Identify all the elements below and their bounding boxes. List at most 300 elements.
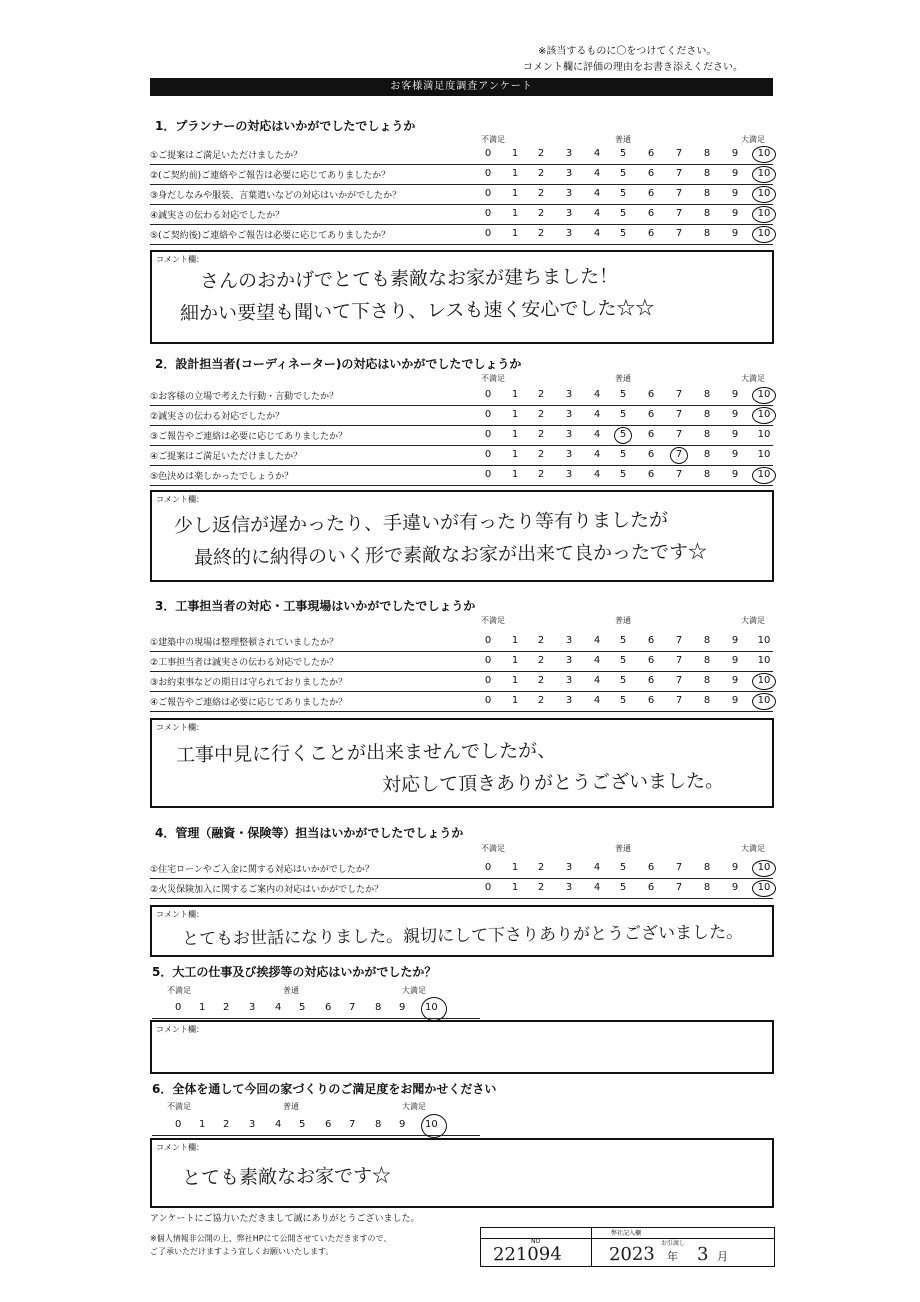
rating-option[interactable]: 6 — [647, 882, 655, 893]
rating-option[interactable]: 1 — [511, 675, 519, 686]
rating-option[interactable]: 0 — [484, 469, 492, 480]
scale-low-label: 不満足 — [167, 986, 191, 995]
rating-option[interactable]: 2 — [537, 429, 545, 440]
delivery-label: お引渡し — [661, 1240, 686, 1247]
rating-option[interactable]: 5 — [619, 188, 627, 199]
rating-option[interactable]: 1 — [511, 469, 519, 480]
question-text: ②(ご契約前)ご連絡やご報告は必要に応じてありましたか？ — [150, 171, 391, 181]
section-title: 6．全体を通して今回の家づくりのご満足度をお聞かせください — [152, 1082, 497, 1096]
rating-option[interactable]: 9 — [731, 882, 739, 893]
rating-option[interactable]: 1 — [511, 635, 519, 646]
selected-rating-circle — [752, 186, 776, 203]
rating-option[interactable]: 9 — [731, 228, 739, 239]
rating-option[interactable]: 5 — [619, 469, 627, 480]
rating-option[interactable]: 8 — [703, 655, 711, 666]
instruction-note: ※該当するものに〇をつけてください。 — [538, 46, 717, 57]
rating-option[interactable]: 10 — [757, 449, 771, 460]
rating-option[interactable]: 0 — [484, 675, 492, 686]
rating-option[interactable]: 9 — [731, 695, 739, 706]
office-use-box — [480, 1227, 775, 1267]
rating-option[interactable]: 8 — [703, 389, 711, 400]
rating-option[interactable]: 4 — [593, 635, 601, 646]
question-text: ④ご報告やご連絡は必要に応じてありましたか？ — [150, 698, 348, 708]
rating-option[interactable]: 2 — [537, 228, 545, 239]
rating-option[interactable]: 7 — [349, 1119, 356, 1130]
rating-option[interactable]: 7 — [675, 188, 683, 199]
scale-mid-label: 普通 — [615, 374, 631, 383]
delivery-year: 2023 — [608, 1243, 655, 1266]
rating-option[interactable]: 4 — [593, 409, 601, 420]
rating-option[interactable]: 5 — [619, 208, 627, 219]
rating-option[interactable]: 4 — [593, 208, 601, 219]
scale-low-label: 不満足 — [481, 374, 505, 383]
question-row — [150, 632, 773, 652]
rating-option[interactable]: 8 — [703, 635, 711, 646]
rating-option[interactable]: 4 — [593, 168, 601, 179]
office-use-label: 弊社記入欄 — [611, 1230, 642, 1237]
rating-option[interactable]: 3 — [249, 1119, 256, 1130]
question-text: ③お約束事などの期日は守られておりましたか？ — [150, 678, 348, 688]
rating-option[interactable]: 6 — [647, 389, 655, 400]
rating-option[interactable]: 4 — [593, 228, 601, 239]
rating-option[interactable]: 1 — [511, 389, 519, 400]
rating-option[interactable]: 3 — [565, 168, 573, 179]
rating-option[interactable]: 0 — [484, 188, 492, 199]
selected-rating-circle — [752, 880, 776, 897]
rating-option[interactable]: 1 — [511, 449, 519, 460]
rating-option[interactable]: 5 — [619, 695, 627, 706]
rating-option[interactable]: 6 — [647, 695, 655, 706]
rating-option[interactable]: 5 — [619, 148, 627, 159]
rating-option[interactable]: 6 — [647, 409, 655, 420]
selected-rating-circle — [752, 407, 776, 424]
rating-option[interactable]: 6 — [647, 862, 655, 873]
rating-option[interactable]: 10 — [757, 469, 771, 480]
rating-option[interactable]: 10 — [757, 862, 771, 873]
comment-label: コメント欄： — [156, 910, 204, 919]
rating-option[interactable]: 6 — [647, 208, 655, 219]
question-text: ②火災保険加入に関するご案内の対応はいかがでしたか？ — [150, 885, 384, 895]
scale-high-label: 大満足 — [741, 616, 765, 625]
rating-option[interactable]: 7 — [675, 862, 683, 873]
handwritten-comment: とても素敵なお家です☆ — [181, 1164, 392, 1190]
rating-option[interactable]: 0 — [484, 429, 492, 440]
question-text: ⑤色決めは楽しかったでしょうか？ — [150, 472, 294, 482]
question-row — [150, 446, 773, 466]
rating-option[interactable]: 10 — [757, 635, 771, 646]
rating-option[interactable]: 8 — [703, 695, 711, 706]
rating-option[interactable]: 3 — [565, 188, 573, 199]
handwritten-comment: さんのおかげでとても素敵なお家が建ちました！ — [199, 265, 619, 293]
question-text: ③ご報告やご連絡は必要に応じてありましたか？ — [150, 432, 348, 442]
rating-option[interactable]: 4 — [593, 655, 601, 666]
handwritten-comment: 少し返信が遅かったり、手違いが有ったり等有りましたが — [173, 508, 669, 538]
scale-low-label: 不満足 — [481, 844, 505, 853]
rating-option[interactable]: 9 — [731, 469, 739, 480]
rating-option[interactable]: 2 — [537, 469, 545, 480]
rating-option[interactable]: 10 — [425, 1119, 438, 1130]
rating-option[interactable]: 6 — [647, 449, 655, 460]
rating-option[interactable]: 0 — [175, 1119, 182, 1130]
rating-option[interactable]: 4 — [593, 675, 601, 686]
rating-option[interactable]: 7 — [675, 389, 683, 400]
rating-option[interactable]: 1 — [511, 429, 519, 440]
question-row — [150, 672, 773, 692]
handwritten-comment: 細かい要望も聞いて下さり、レスも速く安心でした☆☆ — [179, 297, 655, 325]
rating-option[interactable]: 0 — [175, 1002, 182, 1013]
rating-option[interactable]: 9 — [731, 449, 739, 460]
survey-title: お客様満足度調査アンケート — [150, 78, 773, 96]
rating-option[interactable]: 10 — [757, 389, 771, 400]
selected-rating-circle — [752, 206, 776, 223]
rating-option[interactable]: 4 — [593, 148, 601, 159]
rating-option[interactable]: 1 — [199, 1002, 206, 1013]
rating-option[interactable]: 8 — [703, 188, 711, 199]
question-row — [150, 205, 773, 225]
rating-option[interactable]: 6 — [647, 469, 655, 480]
rating-option[interactable]: 8 — [703, 228, 711, 239]
rating-option[interactable]: 9 — [731, 389, 739, 400]
question-row — [150, 652, 773, 672]
rating-option[interactable]: 1 — [511, 655, 519, 666]
rating-option[interactable]: 1 — [511, 862, 519, 873]
question-row — [150, 386, 773, 406]
rating-option[interactable]: 0 — [484, 449, 492, 460]
question-row — [150, 145, 773, 165]
rating-option[interactable]: 5 — [619, 635, 627, 646]
rating-option[interactable]: 0 — [484, 635, 492, 646]
rating-option[interactable]: 3 — [565, 675, 573, 686]
scale-low-label: 不満足 — [167, 1102, 191, 1111]
rating-option[interactable]: 2 — [537, 148, 545, 159]
rating-option[interactable]: 3 — [565, 409, 573, 420]
rating-option[interactable]: 9 — [399, 1002, 406, 1013]
rating-option[interactable]: 9 — [731, 655, 739, 666]
rating-option[interactable]: 0 — [484, 655, 492, 666]
privacy-note: ご了承いただけますよう宜しくお願いいたします。 — [150, 1247, 334, 1256]
rating-option[interactable]: 0 — [484, 208, 492, 219]
rating-option[interactable]: 0 — [484, 862, 492, 873]
rating-option[interactable]: 4 — [593, 695, 601, 706]
rating-option[interactable]: 7 — [675, 675, 683, 686]
rating-option[interactable]: 9 — [399, 1119, 406, 1130]
rating-option[interactable]: 10 — [757, 228, 771, 239]
rating-option[interactable]: 2 — [537, 449, 545, 460]
rating-option[interactable]: 10 — [757, 429, 771, 440]
rating-option[interactable]: 7 — [675, 409, 683, 420]
rating-option[interactable]: 8 — [375, 1119, 382, 1130]
scale-mid-label: 普通 — [615, 844, 631, 853]
rating-option[interactable]: 5 — [619, 429, 627, 440]
rating-option[interactable]: 7 — [675, 429, 683, 440]
comment-label: コメント欄： — [156, 495, 204, 504]
rating-option[interactable]: 10 — [757, 655, 771, 666]
record-number: 221094 — [492, 1243, 562, 1266]
scale-mid-label: 普通 — [615, 135, 631, 144]
divider — [591, 1228, 592, 1266]
year-unit: 年 — [667, 1250, 678, 1263]
scale-mid-label: 普通 — [615, 616, 631, 625]
rating-option[interactable]: 7 — [675, 882, 683, 893]
section-title: 4．管理（融資・保険等）担当はいかがでしたでしょうか — [155, 826, 464, 840]
rating-option[interactable]: 3 — [565, 208, 573, 219]
rating-option[interactable]: 8 — [703, 862, 711, 873]
comment-box — [150, 718, 774, 808]
scale-high-label: 大満足 — [741, 135, 765, 144]
comment-label: コメント欄： — [156, 1025, 204, 1034]
scale-low-label: 不満足 — [481, 135, 505, 144]
question-text: ①お客様の立場で考えた行動・言動でしたか？ — [150, 392, 339, 402]
rating-option[interactable]: 4 — [593, 469, 601, 480]
rating-option[interactable]: 9 — [731, 675, 739, 686]
rating-option[interactable]: 0 — [484, 389, 492, 400]
rating-option[interactable]: 6 — [647, 168, 655, 179]
question-row — [150, 859, 773, 879]
rating-option[interactable]: 5 — [619, 389, 627, 400]
rating-option[interactable]: 6 — [325, 1002, 332, 1013]
question-text: ①建築中の現場は整理整頓されていましたか？ — [150, 638, 339, 648]
question-row — [150, 879, 773, 899]
rating-option[interactable]: 10 — [425, 1002, 438, 1013]
rating-option[interactable]: 4 — [593, 882, 601, 893]
rating-option[interactable]: 10 — [757, 168, 771, 179]
rating-option[interactable]: 8 — [703, 882, 711, 893]
rating-option[interactable]: 10 — [757, 695, 771, 706]
section-title: 3．工事担当者の対応・工事現場はいかがでしたでしょうか — [155, 599, 476, 613]
thanks-text: アンケートにご協力いただきまして誠にありがとうございました。 — [150, 1214, 420, 1224]
rating-option[interactable]: 5 — [619, 409, 627, 420]
rating-option[interactable]: 2 — [537, 882, 545, 893]
rating-option[interactable]: 6 — [647, 188, 655, 199]
rating-option[interactable]: 9 — [731, 148, 739, 159]
rating-option[interactable]: 5 — [619, 655, 627, 666]
rating-option[interactable]: 10 — [757, 409, 771, 420]
rating-option[interactable]: 5 — [619, 449, 627, 460]
rating-option[interactable]: 0 — [484, 168, 492, 179]
rating-option[interactable]: 2 — [537, 635, 545, 646]
rating-option[interactable]: 9 — [731, 168, 739, 179]
comment-label: コメント欄： — [156, 1143, 204, 1152]
rating-option[interactable]: 9 — [731, 208, 739, 219]
handwritten-comment: とてもお世話になりました。親切にして下さりありがとうございました。 — [181, 922, 744, 950]
rating-option[interactable]: 1 — [511, 148, 519, 159]
no-label: NO — [531, 1238, 541, 1245]
rating-option[interactable]: 8 — [703, 429, 711, 440]
rating-option[interactable]: 2 — [537, 695, 545, 706]
rating-option[interactable]: 4 — [275, 1119, 282, 1130]
rating-option[interactable]: 4 — [593, 188, 601, 199]
selected-rating-circle — [752, 166, 776, 183]
selected-rating-circle — [752, 467, 776, 484]
selected-rating-circle — [670, 447, 688, 464]
privacy-note: ※個人情報非公開の上、弊社HPにて公開させていただきますので、 — [150, 1234, 392, 1243]
selected-rating-circle — [752, 146, 776, 163]
rating-option[interactable]: 7 — [675, 208, 683, 219]
rating-option[interactable]: 2 — [537, 862, 545, 873]
rating-option[interactable]: 3 — [565, 882, 573, 893]
rating-option[interactable]: 5 — [619, 168, 627, 179]
rating-option[interactable]: 4 — [275, 1002, 282, 1013]
rating-option[interactable]: 3 — [565, 655, 573, 666]
rating-option[interactable]: 8 — [703, 675, 711, 686]
rating-option[interactable]: 7 — [675, 168, 683, 179]
question-text: ①ご提案はご満足いただけましたか？ — [150, 151, 303, 161]
rating-option[interactable]: 1 — [511, 882, 519, 893]
rating-option[interactable]: 3 — [249, 1002, 256, 1013]
rating-option[interactable]: 9 — [731, 188, 739, 199]
rating-option[interactable]: 1 — [511, 168, 519, 179]
delivery-month: 3 — [696, 1243, 709, 1266]
section-title: 2．設計担当者(コーディネーター)の対応はいかがでしたでしょうか — [155, 357, 522, 371]
scale-low-label: 不満足 — [481, 616, 505, 625]
rating-option[interactable]: 10 — [757, 675, 771, 686]
rating-option[interactable]: 7 — [675, 228, 683, 239]
rating-option[interactable]: 0 — [484, 228, 492, 239]
comment-box — [150, 905, 774, 957]
rating-option[interactable]: 3 — [565, 148, 573, 159]
rating-option[interactable]: 2 — [537, 188, 545, 199]
scale-mid-label: 普通 — [283, 1102, 299, 1111]
question-text: ②誠実さの伝わる対応でしたか？ — [150, 412, 285, 422]
question-text: ③身だしなみや服装、言葉遣いなどの対応はいかがでしたか？ — [150, 191, 402, 201]
scale-mid-label: 普通 — [283, 986, 299, 995]
section-title: 5．大工の仕事及び挨拶等の対応はいかがでしたか？ — [152, 965, 437, 979]
rating-option[interactable]: 0 — [484, 148, 492, 159]
comment-box — [150, 250, 774, 344]
rating-option[interactable]: 1 — [511, 695, 519, 706]
rating-option[interactable]: 10 — [757, 208, 771, 219]
rating-option[interactable]: 6 — [647, 675, 655, 686]
scale-high-label: 大満足 — [741, 844, 765, 853]
question-row — [150, 165, 773, 185]
rating-option[interactable]: 9 — [731, 409, 739, 420]
question-text: ⑤(ご契約後)ご連絡やご報告は必要に応じてありましたか？ — [150, 231, 391, 241]
rating-option[interactable]: 0 — [484, 882, 492, 893]
rating-option[interactable]: 2 — [537, 675, 545, 686]
rating-option[interactable]: 5 — [299, 1119, 306, 1130]
rating-option[interactable]: 3 — [565, 635, 573, 646]
question-row — [150, 692, 773, 712]
rating-option[interactable]: 3 — [565, 429, 573, 440]
rating-option[interactable]: 0 — [484, 409, 492, 420]
rating-option[interactable]: 6 — [647, 655, 655, 666]
rating-option[interactable]: 7 — [675, 469, 683, 480]
rating-option[interactable]: 7 — [675, 695, 683, 706]
rating-option[interactable]: 7 — [675, 148, 683, 159]
rating-option[interactable]: 5 — [299, 1002, 306, 1013]
office-use-header — [481, 1228, 774, 1239]
comment-box — [150, 1020, 774, 1074]
rating-option[interactable]: 2 — [223, 1119, 230, 1130]
question-row — [150, 185, 773, 205]
scale-underline — [152, 1018, 480, 1019]
rating-option[interactable]: 9 — [731, 429, 739, 440]
rating-option[interactable]: 1 — [511, 188, 519, 199]
rating-option[interactable]: 5 — [619, 675, 627, 686]
rating-option[interactable]: 6 — [647, 429, 655, 440]
rating-option[interactable]: 1 — [511, 409, 519, 420]
rating-option[interactable]: 7 — [349, 1002, 356, 1013]
rating-option[interactable]: 10 — [757, 882, 771, 893]
rating-option[interactable]: 4 — [593, 389, 601, 400]
comment-label: コメント欄： — [156, 723, 204, 732]
rating-option[interactable]: 8 — [703, 148, 711, 159]
rating-option[interactable]: 8 — [703, 469, 711, 480]
rating-option[interactable]: 3 — [565, 389, 573, 400]
rating-option[interactable]: 8 — [703, 409, 711, 420]
rating-option[interactable]: 3 — [565, 449, 573, 460]
question-row — [150, 406, 773, 426]
rating-option[interactable]: 9 — [731, 862, 739, 873]
question-text: ④誠実さの伝わる対応でしたか？ — [150, 211, 285, 221]
rating-option[interactable]: 2 — [537, 208, 545, 219]
rating-option[interactable]: 2 — [537, 409, 545, 420]
rating-option[interactable]: 3 — [565, 228, 573, 239]
rating-option[interactable]: 10 — [757, 148, 771, 159]
rating-option[interactable]: 8 — [375, 1002, 382, 1013]
scale-high-label: 大満足 — [402, 986, 426, 995]
rating-option[interactable]: 10 — [757, 188, 771, 199]
comment-box — [150, 1138, 774, 1208]
rating-option[interactable]: 6 — [647, 635, 655, 646]
rating-option[interactable]: 4 — [593, 449, 601, 460]
rating-option[interactable]: 6 — [325, 1119, 332, 1130]
rating-option[interactable]: 6 — [647, 228, 655, 239]
rating-option[interactable]: 4 — [593, 429, 601, 440]
rating-option[interactable]: 3 — [565, 469, 573, 480]
question-text: ②工事担当者は誠実さの伝わる対応でしたか？ — [150, 658, 339, 668]
instruction-note: コメント欄に評価の理由をお書き添えください。 — [523, 62, 743, 73]
rating-option[interactable]: 2 — [537, 389, 545, 400]
scale-high-label: 大満足 — [402, 1102, 426, 1111]
selected-rating-circle — [752, 860, 776, 877]
rating-option[interactable]: 0 — [484, 695, 492, 706]
handwritten-comment: 工事中見に行くことが出来ませんでしたが、 — [175, 739, 557, 767]
rating-option[interactable]: 2 — [223, 1002, 230, 1013]
month-unit: 月 — [717, 1250, 728, 1263]
rating-option[interactable]: 8 — [703, 168, 711, 179]
rating-option[interactable]: 2 — [537, 655, 545, 666]
comment-label: コメント欄： — [156, 255, 204, 264]
rating-option[interactable]: 7 — [675, 635, 683, 646]
rating-option[interactable]: 8 — [703, 449, 711, 460]
selected-rating-circle — [752, 387, 776, 404]
rating-option[interactable]: 1 — [199, 1119, 206, 1130]
rating-option[interactable]: 3 — [565, 862, 573, 873]
rating-option[interactable]: 5 — [619, 882, 627, 893]
question-text: ④ご提案はご満足いただけましたか？ — [150, 452, 303, 462]
rating-option[interactable]: 1 — [511, 208, 519, 219]
rating-option[interactable]: 7 — [675, 449, 683, 460]
rating-option[interactable]: 1 — [511, 228, 519, 239]
rating-option[interactable]: 5 — [619, 228, 627, 239]
rating-option[interactable]: 3 — [565, 695, 573, 706]
question-text: ①住宅ローンやご入金に関する対応はいかがでしたか？ — [150, 865, 374, 875]
rating-option[interactable]: 2 — [537, 168, 545, 179]
rating-option[interactable]: 4 — [593, 862, 601, 873]
rating-option[interactable]: 6 — [647, 148, 655, 159]
question-row — [150, 466, 773, 486]
rating-option[interactable]: 7 — [675, 655, 683, 666]
rating-option[interactable]: 5 — [619, 862, 627, 873]
selected-rating-circle — [752, 693, 776, 710]
scale-high-label: 大満足 — [741, 374, 765, 383]
comment-box — [150, 490, 774, 582]
selected-rating-circle — [614, 427, 632, 444]
rating-option[interactable]: 9 — [731, 635, 739, 646]
rating-option[interactable]: 8 — [703, 208, 711, 219]
handwritten-comment: 対応して頂きありがとうございました。 — [381, 769, 725, 797]
